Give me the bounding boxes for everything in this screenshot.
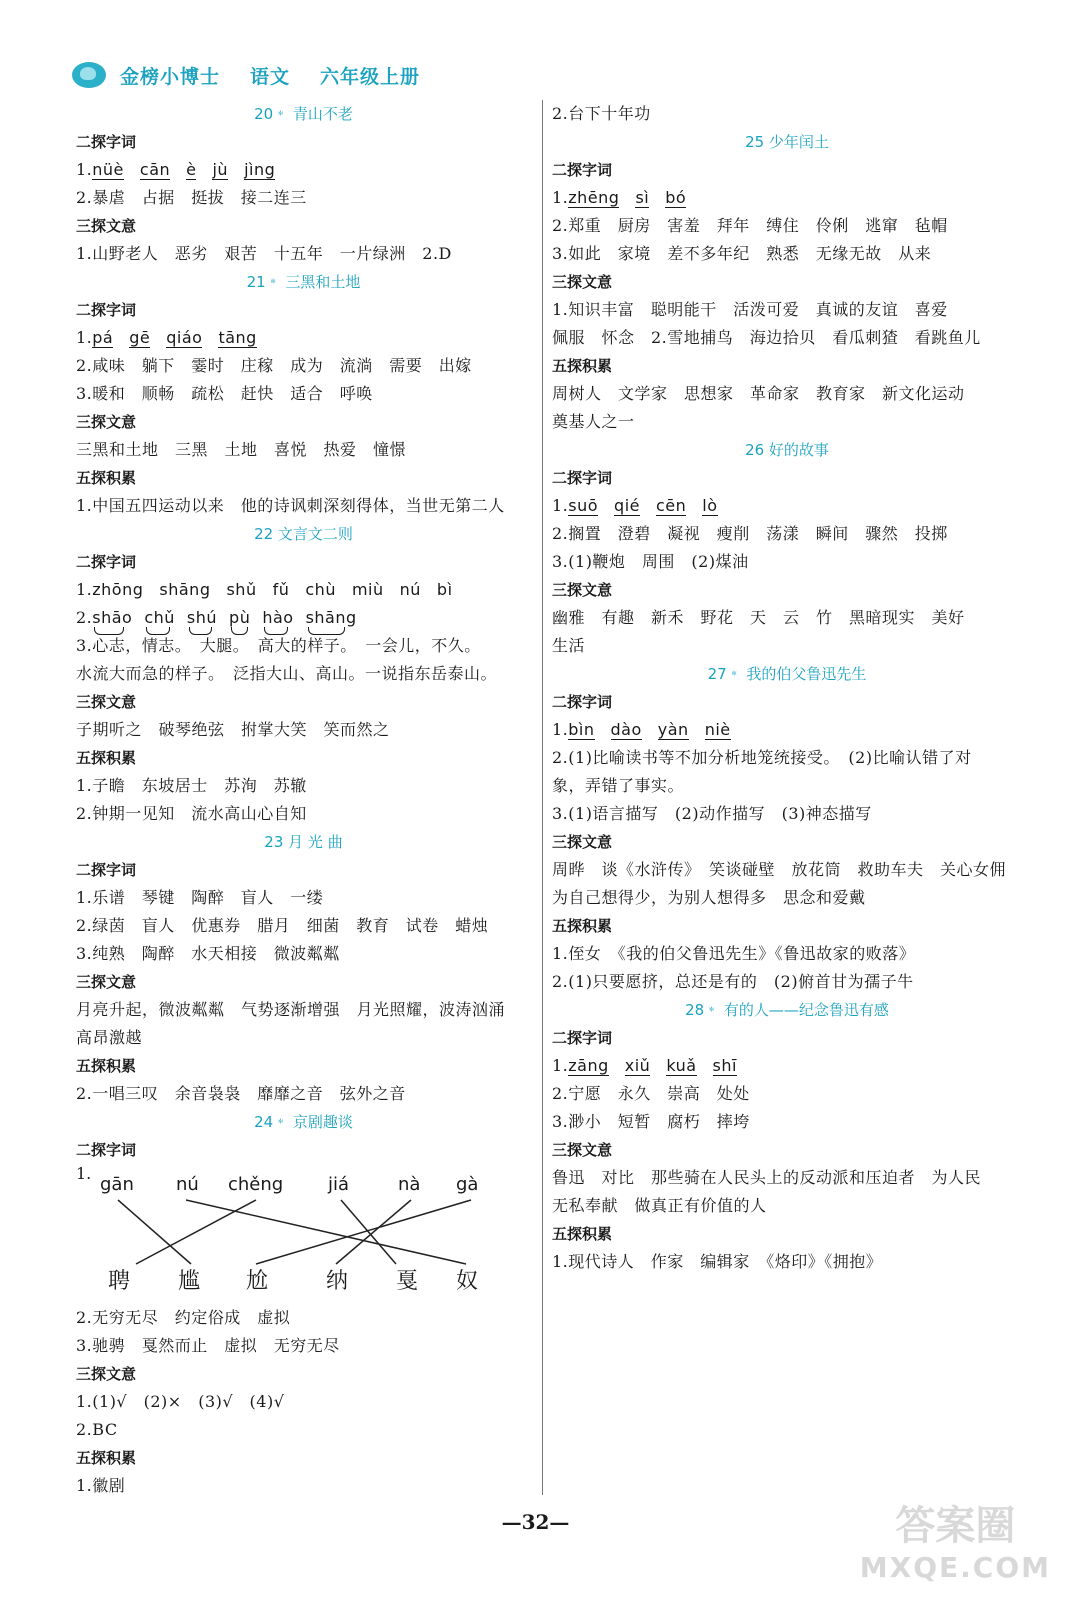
answer-line: 2.一唱三叹 余音袅袅 靡靡之音 弦外之音 xyxy=(76,1084,406,1103)
section-heading: 二探字词 xyxy=(76,133,137,151)
section-heading: 三探文意 xyxy=(76,973,137,991)
watermark xyxy=(860,1505,1051,1589)
section-heading: 二探字词 xyxy=(76,1141,137,1159)
answer-line: 1.子瞻 东坡居士 苏洵 苏辙 xyxy=(76,776,307,795)
match-char: 奴 xyxy=(456,1269,479,1294)
lesson-title: 26 好的故事 xyxy=(745,441,829,459)
pinyin: pá xyxy=(92,328,114,347)
pinyin-line: 1.zhōng shāng shǔ fǔ chù miù nú bì xyxy=(76,576,531,604)
pinyin: bó xyxy=(665,188,687,207)
answer-line: 鲁迅 对比 那些骑在人民头上的反动派和压迫者 为人民 xyxy=(552,1168,982,1187)
left-column xyxy=(76,100,531,1500)
pinyin: shāng xyxy=(306,604,357,632)
section-heading: 五探积累 xyxy=(552,357,613,375)
answer-line: 奠基人之一 xyxy=(552,412,635,431)
answer-line: 3.纯熟 陶醉 水天相接 微波粼粼 xyxy=(76,944,340,963)
pinyin: yàn xyxy=(657,720,689,739)
matching-diagram xyxy=(76,1164,531,1304)
pinyin: shī xyxy=(712,1056,737,1075)
logo-icon xyxy=(72,62,106,88)
answer-line: 周晔 谈《水浒传》 笑谈碰壁 放花筒 救助车夫 关心女佣 xyxy=(552,860,1007,879)
section-heading: 三探文意 xyxy=(552,273,613,291)
match-line xyxy=(256,1200,471,1264)
pinyin: bìn xyxy=(568,720,595,739)
pinyin: chù xyxy=(305,580,336,599)
match-pinyin: jiá xyxy=(328,1174,350,1195)
subject: 语文 xyxy=(250,65,291,88)
answer-line: 3.(1)鞭炮 周围 (2)煤油 xyxy=(552,552,749,571)
match-line xyxy=(336,1200,411,1264)
answer-line: 象，弄错了事实。 xyxy=(552,776,685,795)
section-heading: 三探文意 xyxy=(552,1141,613,1159)
section-heading: 二探字词 xyxy=(552,1029,613,1047)
answer-line: 生活 xyxy=(552,636,586,655)
answer-line: 2.(1)只要愿挤，总还是有的 (2)俯首甘为孺子牛 xyxy=(552,972,914,991)
answer-line: 1.乐谱 琴键 陶醉 盲人 一缕 xyxy=(76,888,324,907)
answer-line: 1.侄女 《我的伯父鲁迅先生》《鲁迅故家的败落》 xyxy=(552,944,916,963)
pinyin: tāng xyxy=(218,328,257,347)
column-divider xyxy=(542,100,543,1495)
answer-line: 为自己想得少，为别人想得多 思念和爱戴 xyxy=(552,888,866,907)
pinyin: miù xyxy=(351,580,384,599)
watermark-url: MXQE.COM xyxy=(859,1551,1051,1584)
pinyin: hào xyxy=(262,604,293,632)
answer-line: 三黑和土地 三黑 土地 喜悦 热爱 憧憬 xyxy=(76,440,407,459)
answer-line: 3.渺小 短暂 腐朽 摔垮 xyxy=(552,1112,750,1131)
pinyin: è xyxy=(186,160,197,179)
answer-line: 1.山野老人 恶劣 艰苦 十五年 一片绿洲 2.D xyxy=(76,244,452,263)
answer-line: 子期听之 破琴绝弦 拊掌大笑 笑而然之 xyxy=(76,720,390,739)
section-heading: 二探字词 xyxy=(76,553,137,571)
section-heading: 二探字词 xyxy=(552,161,613,179)
page-header xyxy=(72,58,420,92)
pinyin-line: 1.zāng xiǔ kuǎ shī xyxy=(552,1056,737,1075)
grade: 六年级上册 xyxy=(320,65,421,88)
pinyin: pù xyxy=(229,604,250,632)
item-number: 1. xyxy=(76,1164,92,1183)
pinyin-line: 1.suō qié cēn lò xyxy=(552,496,718,515)
answer-line: 1.现代诗人 作家 编辑家 《烙印》《拥抱》 xyxy=(552,1252,883,1271)
answer-line: 无私奉献 做真正有价值的人 xyxy=(552,1196,767,1215)
pinyin-line: 2.shāo chǔ shú pù hào shāng xyxy=(76,604,531,632)
section-heading: 五探积累 xyxy=(76,469,137,487)
lesson-title: 23 月 光 曲 xyxy=(264,833,343,851)
match-char: 聘 xyxy=(108,1269,131,1294)
answer-line: 佩服 怀念 2.雪地捕鸟 海边拾贝 看瓜刺猹 看跳鱼儿 xyxy=(552,328,981,347)
answer-line: 1.徽剧 xyxy=(76,1476,126,1495)
section-heading: 三探文意 xyxy=(76,1365,137,1383)
pinyin: zhōng xyxy=(92,580,144,599)
pinyin: jìng xyxy=(244,160,276,179)
section-heading: 二探字词 xyxy=(552,469,613,487)
section-heading: 五探积累 xyxy=(552,1225,613,1243)
pinyin: cēn xyxy=(655,496,687,515)
page-number: —32— xyxy=(501,1510,570,1534)
answer-line: 3.如此 家境 差不多年纪 熟悉 无缘无故 从来 xyxy=(552,244,932,263)
pinyin: nú xyxy=(399,580,421,599)
pinyin: bì xyxy=(436,580,453,599)
answer-line: 高昂激越 xyxy=(76,1028,143,1047)
answer-line: 2.无穷无尽 约定俗成 虚拟 xyxy=(76,1308,291,1327)
answer-line: 2.绿茵 盲人 优惠券 腊月 细菌 教育 试卷 蜡烛 xyxy=(76,916,489,935)
pinyin: shāng xyxy=(159,580,211,599)
pinyin: zāng xyxy=(568,1056,609,1075)
match-char: 尬 xyxy=(246,1269,269,1294)
section-heading: 五探积累 xyxy=(552,917,613,935)
pinyin: kuǎ xyxy=(666,1056,697,1075)
answer-line: 月亮升起，微波粼粼 气势逐渐增强 月光照耀，波涛汹涌 xyxy=(76,1000,506,1019)
lesson-title: 24﹡ 京剧趣谈 xyxy=(254,1113,353,1131)
match-pinyin: nà xyxy=(398,1174,421,1195)
pinyin-line: 1.nüè cān è jù jìng xyxy=(76,160,276,179)
lesson-title: 27﹡ 我的伯父鲁迅先生 xyxy=(707,665,867,683)
pinyin: chǔ xyxy=(144,604,175,632)
pinyin: gē xyxy=(129,328,151,347)
pinyin: shāo xyxy=(92,604,132,632)
pinyin: lò xyxy=(702,496,718,515)
section-heading: 五探积累 xyxy=(76,749,137,767)
lesson-title: 20﹡ 青山不老 xyxy=(254,105,353,123)
section-heading: 三探文意 xyxy=(76,693,137,711)
pinyin: sì xyxy=(635,188,650,207)
match-pinyin: gān xyxy=(100,1174,134,1195)
pinyin-line: 1.zhēng sì bó xyxy=(552,188,687,207)
lesson-title: 25 少年闰土 xyxy=(745,133,829,151)
section-heading: 二探字词 xyxy=(76,861,137,879)
match-char: 戛 xyxy=(396,1269,419,1294)
answer-line: 2.搁置 澄碧 凝视 瘦削 荡漾 瞬间 骤然 投掷 xyxy=(552,524,948,543)
match-char: 纳 xyxy=(326,1269,349,1294)
pinyin: shǔ xyxy=(226,580,257,599)
section-heading: 三探文意 xyxy=(552,833,613,851)
pinyin-line: 1.pá gē qiáo tāng xyxy=(76,328,257,347)
pinyin: xiǔ xyxy=(624,1056,651,1075)
answer-line: 3.驰骋 戛然而止 虚拟 无穷无尽 xyxy=(76,1336,340,1355)
watermark-text: 答案圈 xyxy=(895,1503,1016,1549)
section-heading: 三探文意 xyxy=(76,217,137,235)
answer-line: 2.郑重 厨房 害羞 拜年 缚住 伶俐 逃窜 毡帽 xyxy=(552,216,948,235)
pinyin: zhēng xyxy=(568,188,620,207)
answer-line: 周树人 文学家 思想家 革命家 教育家 新文化运动 xyxy=(552,384,965,403)
section-heading: 二探字词 xyxy=(552,693,613,711)
matching-lines xyxy=(76,1164,516,1304)
match-pinyin: gà xyxy=(456,1174,479,1195)
brand: 金榜小博士 xyxy=(120,65,221,88)
answer-line: 2.宁愿 永久 崇高 处处 xyxy=(552,1084,750,1103)
pinyin: qiáo xyxy=(166,328,203,347)
match-line xyxy=(186,1200,466,1264)
section-heading: 二探字词 xyxy=(76,301,137,319)
pinyin-line: 1.bìn dào yàn niè xyxy=(552,720,731,739)
match-char: 尴 xyxy=(178,1269,201,1294)
pinyin: nüè xyxy=(92,160,124,179)
answer-line: 2.暴虐 占据 挺拔 接二连三 xyxy=(76,188,307,207)
section-heading: 五探积累 xyxy=(76,1449,137,1467)
answer-line: 2.(1)比喻读书等不加分析地笼统接受。 (2)比喻认错了对 xyxy=(552,748,972,767)
pinyin: qié xyxy=(614,496,640,515)
answer-line: 水流大而急的样子。 泛指大山、高山。一说指东岳泰山。 xyxy=(76,664,498,683)
right-column xyxy=(552,100,1022,1276)
answer-line: 2.钟期一见知 流水高山心自知 xyxy=(76,804,307,823)
pinyin: niè xyxy=(704,720,731,739)
lesson-title: 28﹡ 有的人——纪念鲁迅有感 xyxy=(685,1001,889,1019)
section-heading: 五探积累 xyxy=(76,1057,137,1075)
section-heading: 三探文意 xyxy=(552,581,613,599)
section-heading: 三探文意 xyxy=(76,413,137,431)
pinyin: suō xyxy=(568,496,599,515)
answer-line: 1.中国五四运动以来 他的诗讽刺深刻得体，当世无第二人 xyxy=(76,496,505,515)
answer-line: 2.台下十年功 xyxy=(552,104,651,123)
pinyin: dào xyxy=(610,720,642,739)
match-line xyxy=(341,1200,396,1264)
pinyin: fǔ xyxy=(272,580,290,599)
lesson-title: 22 文言文二则 xyxy=(254,525,353,543)
answer-line: 幽雅 有趣 新禾 野花 天 云 竹 黑暗现实 美好 xyxy=(552,608,965,627)
answer-line: 3.心志，情志。 大腿。 高大的样子。 一会儿，不久。 xyxy=(76,636,481,655)
match-pinyin: chěng xyxy=(228,1174,284,1195)
lesson-title: 21﹡ 三黑和土地 xyxy=(246,273,361,291)
answer-line: 1.(1)√ (2)× (3)√ (4)√ xyxy=(76,1392,285,1411)
answer-line: 3.暖和 顺畅 疏松 赶快 适合 呼唤 xyxy=(76,384,373,403)
answer-line: 2.BC xyxy=(76,1420,118,1439)
pinyin: cān xyxy=(139,160,171,179)
pinyin: shú xyxy=(187,604,217,632)
answer-line: 1.知识丰富 聪明能干 活泼可爱 真诚的友谊 喜爱 xyxy=(552,300,948,319)
answer-line: 2.咸味 躺下 霎时 庄稼 成为 流淌 需要 出嫁 xyxy=(76,356,472,375)
match-pinyin: nú xyxy=(176,1174,199,1195)
answer-line: 3.(1)语言描写 (2)动作描写 (3)神态描写 xyxy=(552,804,872,823)
pinyin: jù xyxy=(212,160,229,179)
